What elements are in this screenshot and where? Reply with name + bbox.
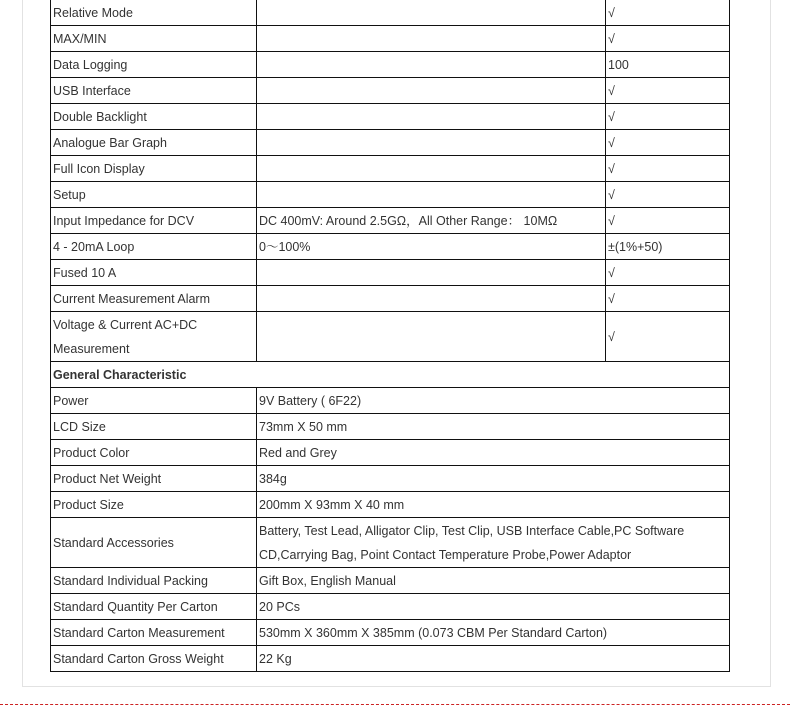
general-label: Power: [51, 388, 257, 414]
table-row: [51, 26, 730, 52]
spec-value: [257, 312, 606, 362]
general-value: 9V Battery ( 6F22): [257, 388, 730, 414]
general-label: Standard Individual Packing: [51, 568, 257, 594]
spec-label: USB Interface: [51, 78, 257, 104]
spec-label: Voltage & Current AC+DC Measurement: [51, 312, 257, 362]
spec-extra: √: [606, 156, 730, 182]
spec-value: [257, 182, 606, 208]
spec-value: [257, 52, 606, 78]
spec-extra: √: [606, 0, 730, 26]
table-row: [51, 518, 730, 568]
table-row: [51, 182, 730, 208]
table-row: [51, 466, 730, 492]
table-row: [51, 78, 730, 104]
spec-value: [257, 130, 606, 156]
spec-label: Relative Mode: [51, 0, 257, 26]
general-value: 530mm X 360mm X 385mm (0.073 CBM Per Standard Carton): [257, 620, 730, 646]
spec-label: Double Backlight: [51, 104, 257, 130]
spec-value: [257, 260, 606, 286]
table-row: [51, 130, 730, 156]
spec-label: Analogue Bar Graph: [51, 130, 257, 156]
table-row: [51, 208, 730, 234]
spec-label: Fused 10 A: [51, 260, 257, 286]
spec-extra: √: [606, 182, 730, 208]
spec-extra: √: [606, 130, 730, 156]
general-label: Standard Quantity Per Carton: [51, 594, 257, 620]
spec-value: [257, 286, 606, 312]
general-value: Red and Grey: [257, 440, 730, 466]
table-row: [51, 440, 730, 466]
general-label: LCD Size: [51, 414, 257, 440]
general-label: Standard Carton Measurement: [51, 620, 257, 646]
spec-label: MAX/MIN: [51, 26, 257, 52]
spec-extra: √: [606, 286, 730, 312]
spec-label: Data Logging: [51, 52, 257, 78]
table-row: [51, 0, 730, 26]
spec-table: [50, 0, 730, 672]
spec-value: [257, 26, 606, 52]
spec-label: Full Icon Display: [51, 156, 257, 182]
table-row: [51, 286, 730, 312]
general-label: Product Net Weight: [51, 466, 257, 492]
table-row: [51, 646, 730, 672]
general-value: 200mm X 93mm X 40 mm: [257, 492, 730, 518]
general-value: 20 PCs: [257, 594, 730, 620]
section-header-row: [51, 362, 730, 388]
spec-value: DC 400mV: Around 2.5GΩ，All Other Range： 10MΩ: [257, 208, 606, 234]
general-label: Product Size: [51, 492, 257, 518]
general-label: Standard Carton Gross Weight: [51, 646, 257, 672]
spec-value: 0～100%: [257, 234, 606, 260]
table-row: [51, 388, 730, 414]
spec-extra: √: [606, 208, 730, 234]
spec-value: [257, 156, 606, 182]
spec-label: 4 - 20mA Loop: [51, 234, 257, 260]
general-value: Battery, Test Lead, Alligator Clip, Test Clip, USB Interface Cable,PC Software CD,Carrying Bag, Point Contact Temperature Probe,Power Adaptor: [257, 518, 730, 568]
general-label: Product Color: [51, 440, 257, 466]
spec-label: Input Impedance for DCV: [51, 208, 257, 234]
spec-label: Current Measurement Alarm: [51, 286, 257, 312]
general-value: Gift Box, English Manual: [257, 568, 730, 594]
table-row: [51, 594, 730, 620]
general-label: Standard Accessories: [51, 518, 257, 568]
spec-extra: √: [606, 104, 730, 130]
spec-extra: √: [606, 26, 730, 52]
spec-label: Setup: [51, 182, 257, 208]
table-row: [51, 234, 730, 260]
spec-extra: ±(1%+50): [606, 234, 730, 260]
table-row: [51, 104, 730, 130]
spec-extra: √: [606, 78, 730, 104]
page-divider: [0, 704, 790, 705]
spec-value: [257, 78, 606, 104]
table-row: [51, 568, 730, 594]
spec-extra: √: [606, 260, 730, 286]
table-row: [51, 620, 730, 646]
spec-extra: 100: [606, 52, 730, 78]
section-title: General Characteristic: [51, 362, 730, 388]
table-row: [51, 52, 730, 78]
table-row: [51, 260, 730, 286]
spec-extra: √: [606, 312, 730, 362]
table-row: [51, 492, 730, 518]
general-value: 22 Kg: [257, 646, 730, 672]
spec-value: [257, 104, 606, 130]
table-row: [51, 156, 730, 182]
general-value: 384g: [257, 466, 730, 492]
spec-value: [257, 0, 606, 26]
general-value: 73mm X 50 mm: [257, 414, 730, 440]
table-row: [51, 414, 730, 440]
table-row: [51, 312, 730, 362]
